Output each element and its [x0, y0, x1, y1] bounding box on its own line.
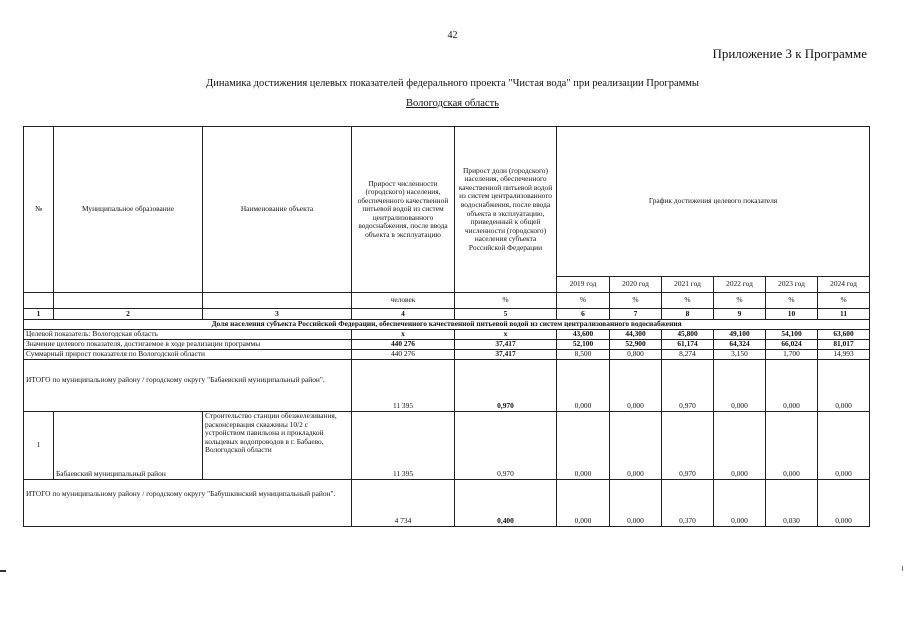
cell-year: 45,800: [662, 330, 714, 340]
cell-year: 52,100: [557, 340, 610, 350]
cell-year: 44,300: [610, 330, 662, 340]
cell-year: 0,000: [610, 360, 662, 412]
cell-year: 0,000: [766, 412, 818, 480]
object-row: [24, 412, 870, 480]
unit-share: %: [455, 293, 557, 309]
cell-year: 0,000: [766, 360, 818, 412]
object-name: Строительство станции обезжелезивания, расконсервация скважины 10/2 с устройством павильона и прокладкой кольцевых водопроводов в г. Бабаево, Вологодской области: [203, 412, 352, 480]
col-number: 2: [54, 309, 203, 320]
cell-share: 0,400: [455, 480, 557, 527]
cell-year: 3,150: [714, 350, 766, 360]
total-row-babushkinsky: [24, 480, 870, 527]
object-num: 1: [24, 412, 54, 480]
scan-mark: [0, 570, 6, 572]
cell-year: 0,000: [714, 480, 766, 527]
row-label: Целевой показатель: Вологодская область: [24, 330, 352, 340]
table-row: [24, 350, 870, 360]
col-number: 3: [203, 309, 352, 320]
header-year: 2020 год: [610, 277, 662, 293]
cell-year: 0,000: [557, 480, 610, 527]
row-label: Значение целевого показателя, достигаемое в ходе реализации программы: [24, 340, 352, 350]
header-municipality: Муниципальное образование: [54, 127, 203, 293]
header-object-name: Наименование объекта: [203, 127, 352, 293]
cell-year: 43,600: [557, 330, 610, 340]
col-number: 6: [557, 309, 610, 320]
header-year: 2022 год: [714, 277, 766, 293]
cell-year: 81,017: [818, 340, 870, 350]
col-number: 4: [352, 309, 455, 320]
cell-year: 49,100: [714, 330, 766, 340]
cell-pop: 4 734: [352, 480, 455, 527]
cell-year: 0,030: [766, 480, 818, 527]
cell-year: 0,000: [818, 360, 870, 412]
cell-year: 61,174: [662, 340, 714, 350]
cell-share: 37,417: [455, 340, 557, 350]
header-year: 2024 год: [818, 277, 870, 293]
page-number: 42: [447, 30, 458, 41]
header-num: №: [24, 127, 54, 293]
cell-year: 14,993: [818, 350, 870, 360]
header-year: 2019 год: [557, 277, 610, 293]
cell-year: 0,000: [714, 360, 766, 412]
appendix-label: Приложение 3 к Программе: [712, 46, 867, 61]
cell-pop: 440 276: [352, 340, 455, 350]
unit-year: %: [610, 293, 662, 309]
total-label: ИТОГО по муниципальному району / городскому округу "Бабаевский муниципальный район".: [24, 360, 352, 412]
unit-year: %: [557, 293, 610, 309]
cell-year: 0,370: [662, 480, 714, 527]
cell-year: 0,000: [818, 412, 870, 480]
unit-year: %: [662, 293, 714, 309]
total-label: ИТОГО по муниципальному району / городскому округу "Бабушкинский муниципальный район".: [24, 480, 352, 527]
header-schedule: График достижения целевого показателя: [557, 127, 870, 277]
cell-year: 63,600: [818, 330, 870, 340]
unit-year: %: [714, 293, 766, 309]
cell-year: 52,900: [610, 340, 662, 350]
cell-year: 66,024: [766, 340, 818, 350]
document-title: Динамика достижения целевых показателей федерального проекта "Чистая вода" при реализации Программы: [206, 78, 699, 89]
cell-year: 0,000: [557, 360, 610, 412]
cell-year: 0,800: [610, 350, 662, 360]
cell-share: 0,970: [455, 412, 557, 480]
unit-year: %: [766, 293, 818, 309]
unit-pop: человек: [352, 293, 455, 309]
table-row: [24, 340, 870, 350]
cell-year: 64,324: [714, 340, 766, 350]
unit-year: %: [818, 293, 870, 309]
col-number: 7: [610, 309, 662, 320]
header-year: 2021 год: [662, 277, 714, 293]
units-row: [24, 293, 870, 309]
column-numbers-row: [24, 309, 870, 320]
cell-pop: x: [352, 330, 455, 340]
cell-year: 0,000: [610, 412, 662, 480]
header-year: 2023 год: [766, 277, 818, 293]
cell-year: 0,970: [662, 360, 714, 412]
cell-year: 0,000: [818, 480, 870, 527]
section-row: [24, 320, 870, 330]
col-number: 10: [766, 309, 818, 320]
cell-pop: 440 276: [352, 350, 455, 360]
section-title: Доля населения субъекта Российской Федерации, обеспеченного качественной питьевой водой из систем централизованного водоснабжения: [24, 320, 870, 330]
cell-pop: 11 395: [352, 412, 455, 480]
col-number: 8: [662, 309, 714, 320]
cell-share: 0,970: [455, 360, 557, 412]
col-number: 5: [455, 309, 557, 320]
object-municipality: Бабаевский муниципальный район: [54, 412, 203, 480]
header-row: [24, 127, 870, 277]
col-number: 1: [24, 309, 54, 320]
cell-year: 0,970: [662, 412, 714, 480]
cell-year: 0,000: [557, 412, 610, 480]
cell-year: 8,500: [557, 350, 610, 360]
col-number: 9: [714, 309, 766, 320]
cell-year: 1,700: [766, 350, 818, 360]
header-share-growth: Прирост доли (городского) населения, обеспеченного качественной питьевой водой из систем централизованного водоснабжения, после ввода объекта в эксплуатацию, приведенный к общей численности (городского) населения субъекта Российской Федерации: [455, 127, 557, 293]
table-row: [24, 330, 870, 340]
cell-pop: 11 395: [352, 360, 455, 412]
indicator-table: [23, 126, 870, 527]
cell-year: 54,100: [766, 330, 818, 340]
cell-year: 0,000: [610, 480, 662, 527]
cell-share: x: [455, 330, 557, 340]
region-subtitle: Вологодская область: [406, 98, 499, 109]
header-pop-growth: Прирост численности (городского) населения, обеспеченного качественной питьевой водой из систем централизованного водоснабжения, после ввода объекта в эксплуатацию: [352, 127, 455, 293]
total-row-babaevsky: [24, 360, 870, 412]
cell-year: 0,000: [714, 412, 766, 480]
scan-mark: [902, 566, 903, 571]
cell-year: 8,274: [662, 350, 714, 360]
cell-share: 37,417: [455, 350, 557, 360]
col-number: 11: [818, 309, 870, 320]
row-label: Суммарный прирост показателя по Вологодской области: [24, 350, 352, 360]
